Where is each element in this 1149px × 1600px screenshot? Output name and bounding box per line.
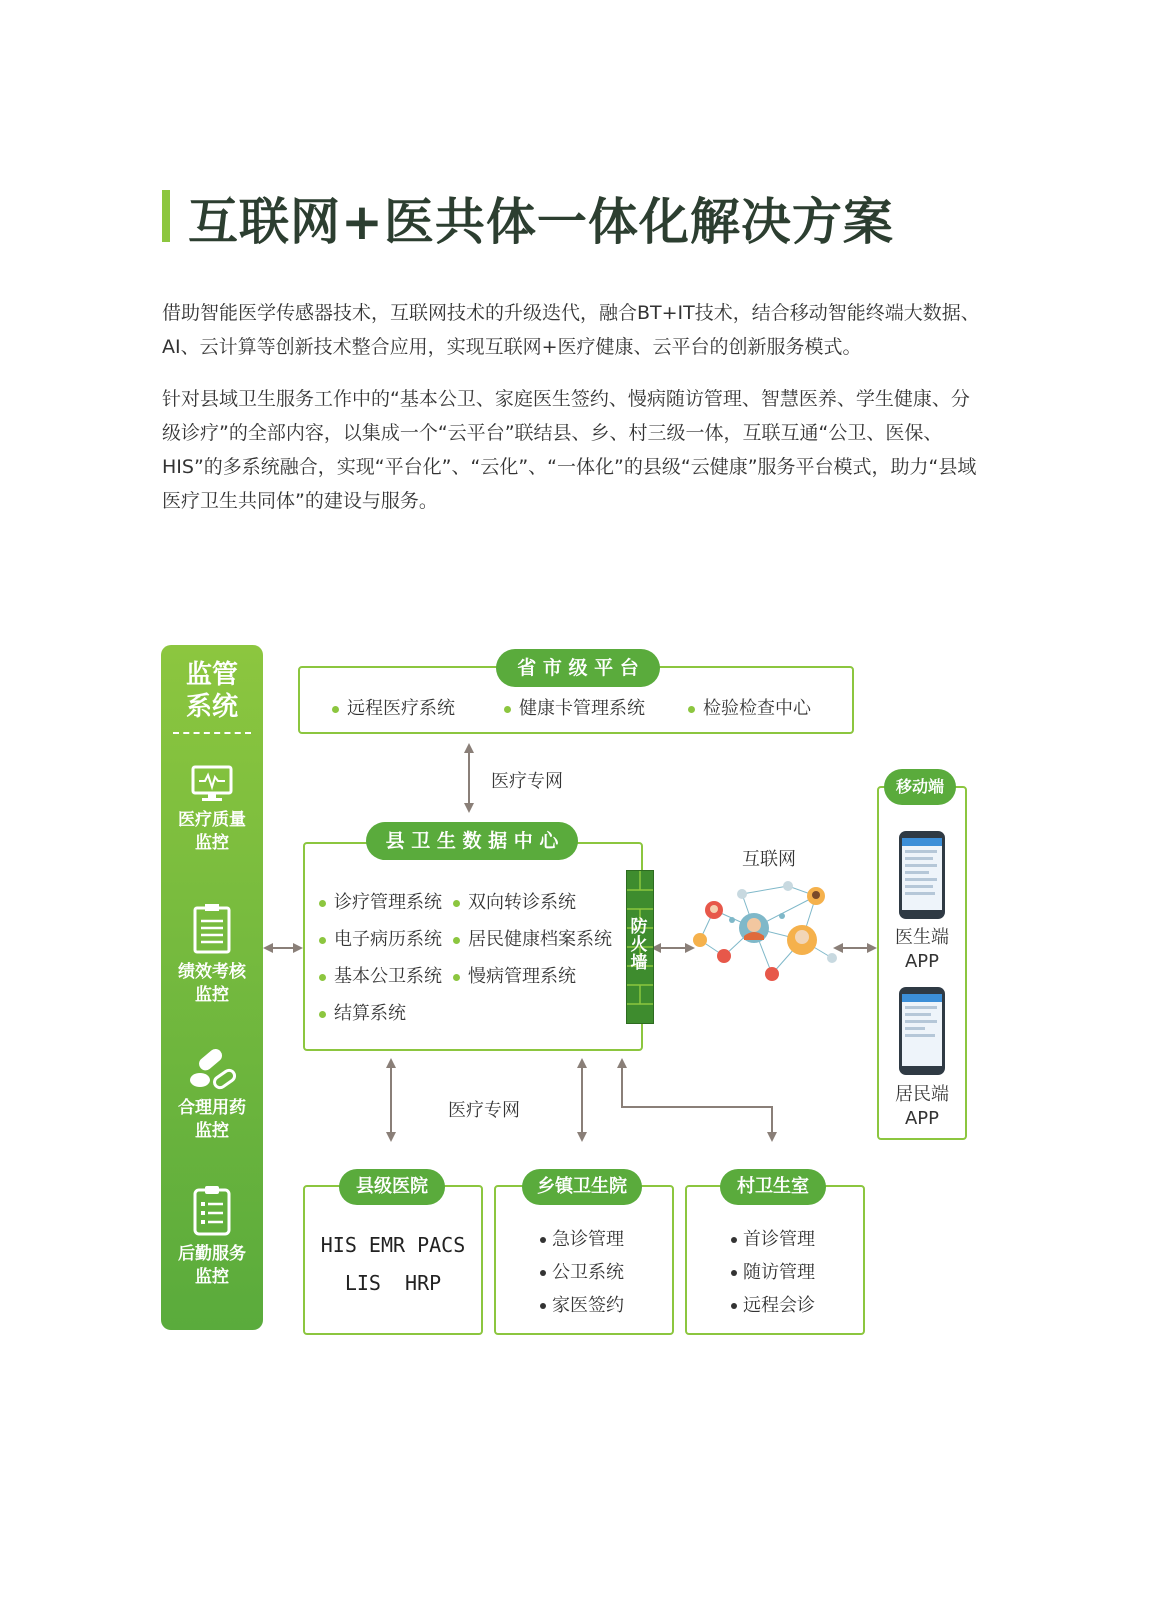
firewall-label: 防 火 墙 bbox=[630, 917, 648, 973]
village-item: 远程会诊 bbox=[731, 1291, 815, 1317]
township-item: 急诊管理 bbox=[540, 1225, 624, 1251]
village-item: 随访管理 bbox=[731, 1258, 815, 1284]
private-network-label-top: 医疗专网 bbox=[491, 771, 563, 792]
supervision-item-medication: 合理用药 监控 bbox=[161, 1047, 263, 1143]
doctor-app-label: 医生端 APP bbox=[895, 927, 949, 972]
township-item: 家医签约 bbox=[540, 1291, 624, 1317]
province-platform-label: 省 市 级 平 台 bbox=[496, 649, 660, 687]
province-item: 检验检查中心 bbox=[688, 694, 811, 720]
village-item: 首诊管理 bbox=[731, 1225, 815, 1251]
internet-network-icon bbox=[692, 876, 840, 986]
county-hospital-systems-line1: HIS EMR PACS bbox=[320, 1233, 466, 1257]
county-item: 居民健康档案系统 bbox=[453, 925, 612, 951]
county-item: 电子病历系统 bbox=[319, 925, 442, 951]
township-box bbox=[494, 1185, 674, 1335]
private-network-label-bottom: 医疗专网 bbox=[448, 1100, 520, 1121]
county-hospital-systems-line2: LIS HRP bbox=[344, 1271, 442, 1295]
internet-label: 互联网 bbox=[742, 849, 796, 870]
county-hospital-label: 县级医院 bbox=[339, 1169, 445, 1205]
supervision-item-logistics: 后勤服务 监控 bbox=[161, 1185, 263, 1289]
village-label: 村卫生室 bbox=[720, 1169, 826, 1205]
clipboard-icon bbox=[192, 903, 232, 955]
county-item: 慢病管理系统 bbox=[453, 962, 576, 988]
mobile-label: 移动端 bbox=[884, 769, 956, 805]
resident-app-phone-icon bbox=[898, 986, 946, 1076]
page-title: 互联网+医共体一体化解决方案 bbox=[188, 193, 894, 251]
doctor-app-phone-icon bbox=[898, 830, 946, 920]
province-item: 健康卡管理系统 bbox=[504, 694, 645, 720]
supervision-divider bbox=[173, 732, 251, 734]
village-box bbox=[685, 1185, 865, 1335]
county-data-center-label: 县 卫 生 数 据 中 心 bbox=[366, 822, 578, 860]
pill-icon bbox=[188, 1047, 236, 1091]
intro-paragraph-1: 借助智能医学传感器技术，互联网技术的升级迭代，融合BT+IT技术，结合移动智能终端大数据、AI、云计算等创新技术整合应用，实现互联网+医疗健康、云平台的创新服务模式。 bbox=[162, 302, 980, 358]
arrow-county-village bbox=[622, 1063, 772, 1137]
township-item: 公卫系统 bbox=[540, 1258, 624, 1284]
county-data-center-box bbox=[303, 842, 643, 1051]
county-hospital-box bbox=[303, 1185, 483, 1335]
intro-paragraph-2: 针对县域卫生服务工作中的“基本公卫、家庭医生签约、慢病随访管理、智慧医养、学生健康、分级诊疗”的全部内容，以集成一个“云平台”联结县、乡、村三级一体，互联互通“公卫、医保、HIS”的多系统融合，实现“平台化”、“云化”、“一体化”的县级“云健康”服务平台模式，助力“县域医疗卫生共同体”的建设与服务。 bbox=[162, 388, 977, 512]
county-item: 双向转诊系统 bbox=[453, 888, 576, 914]
province-item: 远程医疗系统 bbox=[332, 694, 455, 720]
monitor-icon bbox=[191, 765, 233, 803]
supervision-item-performance: 绩效考核 监控 bbox=[161, 903, 263, 1007]
county-item: 基本公卫系统 bbox=[319, 962, 442, 988]
supervision-title: 监管 系统 bbox=[185, 660, 238, 722]
resident-app-label: 居民端 APP bbox=[895, 1084, 949, 1129]
township-label: 乡镇卫生院 bbox=[522, 1169, 642, 1205]
checklist-icon bbox=[192, 1185, 232, 1237]
supervision-panel bbox=[161, 645, 263, 1330]
supervision-item-quality: 医疗质量 监控 bbox=[161, 765, 263, 855]
county-item: 结算系统 bbox=[319, 999, 406, 1025]
mobile-box bbox=[877, 786, 967, 1140]
county-item: 诊疗管理系统 bbox=[319, 888, 442, 914]
